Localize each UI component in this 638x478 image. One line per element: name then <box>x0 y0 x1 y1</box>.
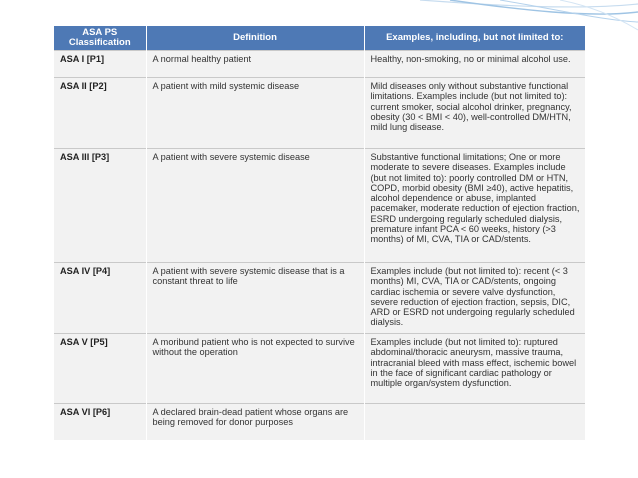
table-row-asa-4 <box>54 263 585 334</box>
cell-examples <box>364 404 585 440</box>
table-row-asa-3 <box>54 149 585 263</box>
asa-classification-table <box>54 26 585 440</box>
table-header-row <box>54 26 585 51</box>
cell-examples: Mild diseases only without substantive functional limitations. Examples include (but not limited to): current smoker, social alcohol drinker, pregnancy, obesity (30 < BMI < 40), well-controlled DM/HTN, mild lung disease. <box>364 78 585 149</box>
table-row-asa-6 <box>54 404 585 440</box>
cell-definition: A patient with severe systemic disease <box>146 149 364 263</box>
asa-classification-table-container <box>54 26 585 440</box>
cell-examples: Examples include (but not limited to): recent (< 3 months) MI, CVA, TIA or CAD/stents, ongoing cardiac ischemia or severe valve dysfunction, severe reduction of ejection fraction, sepsis, DIC, ARD or ESRD not undergoing regularly scheduled dialysis. <box>364 263 585 334</box>
cell-classification: ASA II [P2] <box>54 78 146 149</box>
cell-definition: A declared brain-dead patient whose organs are being removed for donor purposes <box>146 404 364 440</box>
cell-definition: A moribund patient who is not expected to survive without the operation <box>146 334 364 404</box>
header-classification: ASA PS Classification <box>54 26 146 51</box>
cell-classification: ASA VI [P6] <box>54 404 146 440</box>
cell-classification: ASA I [P1] <box>54 51 146 78</box>
cell-classification: ASA IV [P4] <box>54 263 146 334</box>
table-row-asa-5 <box>54 334 585 404</box>
header-examples: Examples, including, but not limited to: <box>364 26 585 51</box>
header-definition: Definition <box>146 26 364 51</box>
table-row-asa-2 <box>54 78 585 149</box>
cell-definition: A patient with mild systemic disease <box>146 78 364 149</box>
cell-examples: Substantive functional limitations; One or more moderate to severe diseases. Examples include (but not limited to): poorly controlled DM or HTN, COPD, morbid obesity (BMI ≥40), active hepatitis, alcohol dependence or abuse, implanted pacemaker, moderate reduction of ejection fraction, ESRD undergoing regularly scheduled dialysis, premature infant PCA < 60 weeks, history (>3 months) of MI, CVA, TIA or CAD/stents. <box>364 149 585 263</box>
cell-classification: ASA III [P3] <box>54 149 146 263</box>
cell-examples: Healthy, non-smoking, no or minimal alcohol use. <box>364 51 585 78</box>
table-row-asa-1 <box>54 51 585 78</box>
cell-classification: ASA V [P5] <box>54 334 146 404</box>
cell-definition: A patient with severe systemic disease that is a constant threat to life <box>146 263 364 334</box>
cell-examples: Examples include (but not limited to): ruptured abdominal/thoracic aneurysm, massive trauma, intracranial bleed with mass effect, ischemic bowel in the face of significant cardiac pathology or multiple organ/system dysfunction. <box>364 334 585 404</box>
cell-definition: A normal healthy patient <box>146 51 364 78</box>
